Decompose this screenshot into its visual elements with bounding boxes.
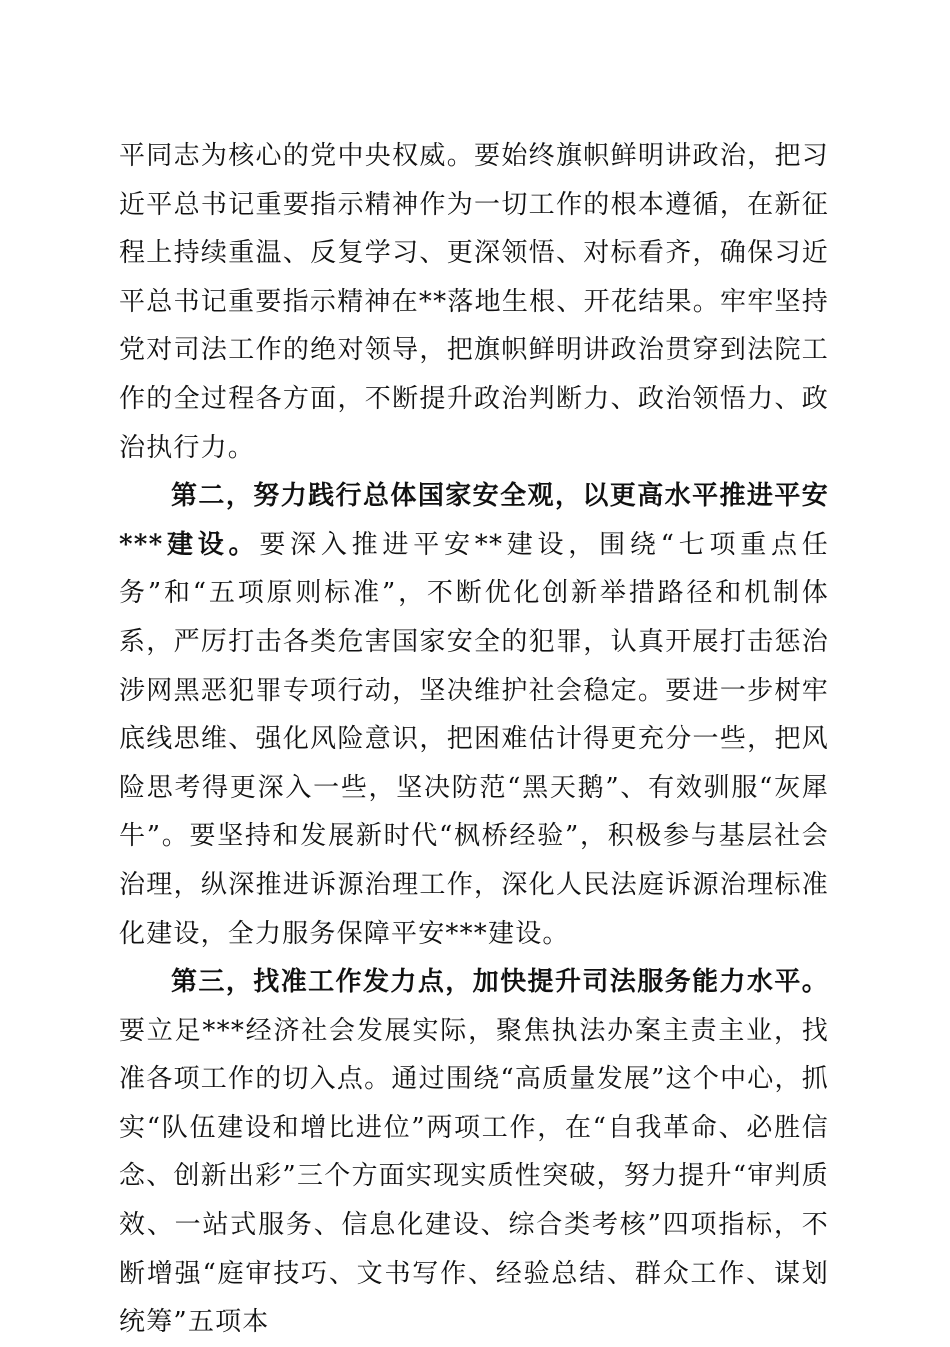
paragraph-2-lead: 第二，努力践行总体国家安全观，以更高水平推进平安***建设。 bbox=[119, 481, 829, 560]
paragraph-2 bbox=[119, 472, 829, 958]
paragraph-3-text: 要立足***经济社会发展实际，聚焦执法办案主责主业，找准各项工作的切入点。通过围绕“高质量发展”这个中心，抓实“队伍建设和增比进位”两项工作，在“自我革命、必胜信念、创新出彩”三个方面实现实质性突破，努力提升“审判质效、一站式服务、信息化建设、综合类考核”四项指标，不断增强“庭审技巧、文书写作、经验总结、群众工作、谋划统筹”五项本 bbox=[119, 1015, 829, 1338]
document-body bbox=[119, 132, 829, 1347]
paragraph-1-text: 平同志为核心的党中央权威。要始终旗帜鲜明讲政治，把习近平总书记重要指示精神作为一切工作的根本遵循，在新征程上持续重温、反复学习、更深领悟、对标看齐，确保习近平总书记重要指示精神在**落地生根、开花结果。牢牢坚持党对司法工作的绝对领导，把旗帜鲜明讲政治贯穿到法院工作的全过程各方面，不断提升政治判断力、政治领悟力、政治执行力。 bbox=[119, 141, 829, 463]
paragraph-1 bbox=[119, 132, 829, 472]
paragraph-3 bbox=[119, 958, 829, 1347]
paragraph-3-lead: 第三，找准工作发力点，加快提升司法服务能力水平。 bbox=[171, 967, 829, 998]
paragraph-2-text: 要深入推进平安**建设，围绕“七项重点任务”和“五项原则标准”，不断优化创新举措路径和机制体系，严厉打击各类危害国家安全的犯罪，认真开展打击惩治涉网黑恶犯罪专项行动，坚决维护社会稳定。要进一步树牢底线思维、强化风险意识，把困难估计得更充分一些，把风险思考得更深入一些，坚决防范“黑天鹅”、有效驯服“灰犀牛”。要坚持和发展新时代“枫桥经验”，积极参与基层社会治理，纵深推进诉源治理工作，深化人民法庭诉源治理标准化建设，全力服务保障平安***建设。 bbox=[119, 529, 829, 949]
